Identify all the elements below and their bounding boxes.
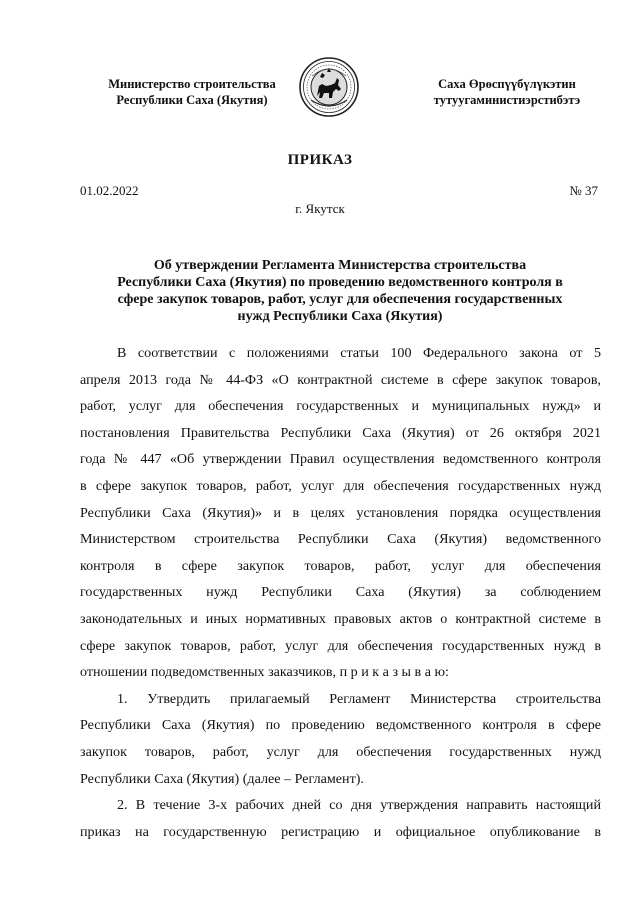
body-line: 2. В течение 3-х рабочих дней со дня утверждения направить настоящий <box>117 797 601 814</box>
body-line: постановления Правительства Республики Саха (Якутия) от 26 октября 2021 <box>80 424 601 441</box>
document-title-line: нужд Республики Саха (Якутия) <box>237 309 443 324</box>
paragraph-item-2 <box>80 792 601 845</box>
body-line: законодательных и иных нормативных правовых актов о контрактной системе в <box>80 610 601 627</box>
body-line: Республики Саха (Якутия) (далее – Регламент). <box>80 770 364 787</box>
body-line: отношении подведомственных заказчиков, п р и к а з ы в а ю: <box>80 664 449 681</box>
body-line: года № 447 «Об утверждении Правил осуществления ведомственного контроля <box>80 451 601 468</box>
body-line: работ, услуг для обеспечения государственных и муниципальных нужд» и <box>80 398 601 415</box>
ministry-name-yakut-line-2: тутуугаминистиэрстибэтэ <box>433 93 581 107</box>
document-title-line: Республики Саха (Якутия) по проведению ведомственного контроля в <box>117 275 563 290</box>
document-title-line: Об утверждении Регламента Министерства строительства <box>153 258 527 273</box>
body-line: сфере закупок товаров, работ, услуг для обеспечения государственных нужд в <box>80 637 601 654</box>
document-title-line: сфере закупок товаров, работ, услуг для обеспечения государственных <box>117 292 563 307</box>
body-line: 1. Утвердить прилагаемый Регламент Министерства строительства <box>117 690 601 707</box>
ministry-name-russian <box>77 76 307 108</box>
ministry-name-yakut <box>392 76 622 108</box>
body-line: государственных нужд Республики Саха (Якутия) за соблюдением <box>80 584 601 601</box>
body-line: приказ на государственную регистрацию и официальное опубликование в <box>80 823 601 840</box>
ministry-name-russian-line-1: Министерство строительства <box>108 77 276 91</box>
body-line: Министерством строительства Республики Саха (Якутия) ведомственного <box>80 531 601 548</box>
document-type: ПРИКАЗ <box>287 152 353 168</box>
body-line: в сфере закупок товаров, работ, услуг для обеспечения государственных нужд <box>80 477 601 494</box>
document-body <box>80 340 601 845</box>
body-line: Республики Саха (Якутия) по проведению ведомственного контроля в сфере <box>80 717 601 734</box>
ministry-name-russian-line-2: Республики Саха (Якутия) <box>116 93 268 107</box>
document-title <box>80 257 600 325</box>
document-number: № 37 <box>569 183 598 198</box>
document-city: г. Якутск <box>295 201 345 216</box>
body-line: Республики Саха (Якутия)» и в целях установления порядка осуществления <box>80 504 601 521</box>
sakha-republic-coat-of-arms-icon <box>298 56 360 118</box>
body-line: контроля в сфере закупок товаров, работ, услуг для обеспечения <box>80 557 601 574</box>
ministry-name-yakut-line-1: Саха Өрөспүүбүлүкэтин <box>438 77 576 91</box>
paragraph-preamble <box>80 340 601 686</box>
document-date: 01.02.2022 <box>80 183 139 198</box>
paragraph-item-1 <box>80 686 601 792</box>
body-line: апреля 2013 года № 44-ФЗ «О контрактной системе в сфере закупок товаров, <box>80 371 601 388</box>
body-line: В соответствии с положениями статьи 100 Федерального закона от 5 <box>117 345 601 361</box>
body-line: закупок товаров, работ, услуг для обеспечения государственных нужд <box>80 743 601 760</box>
